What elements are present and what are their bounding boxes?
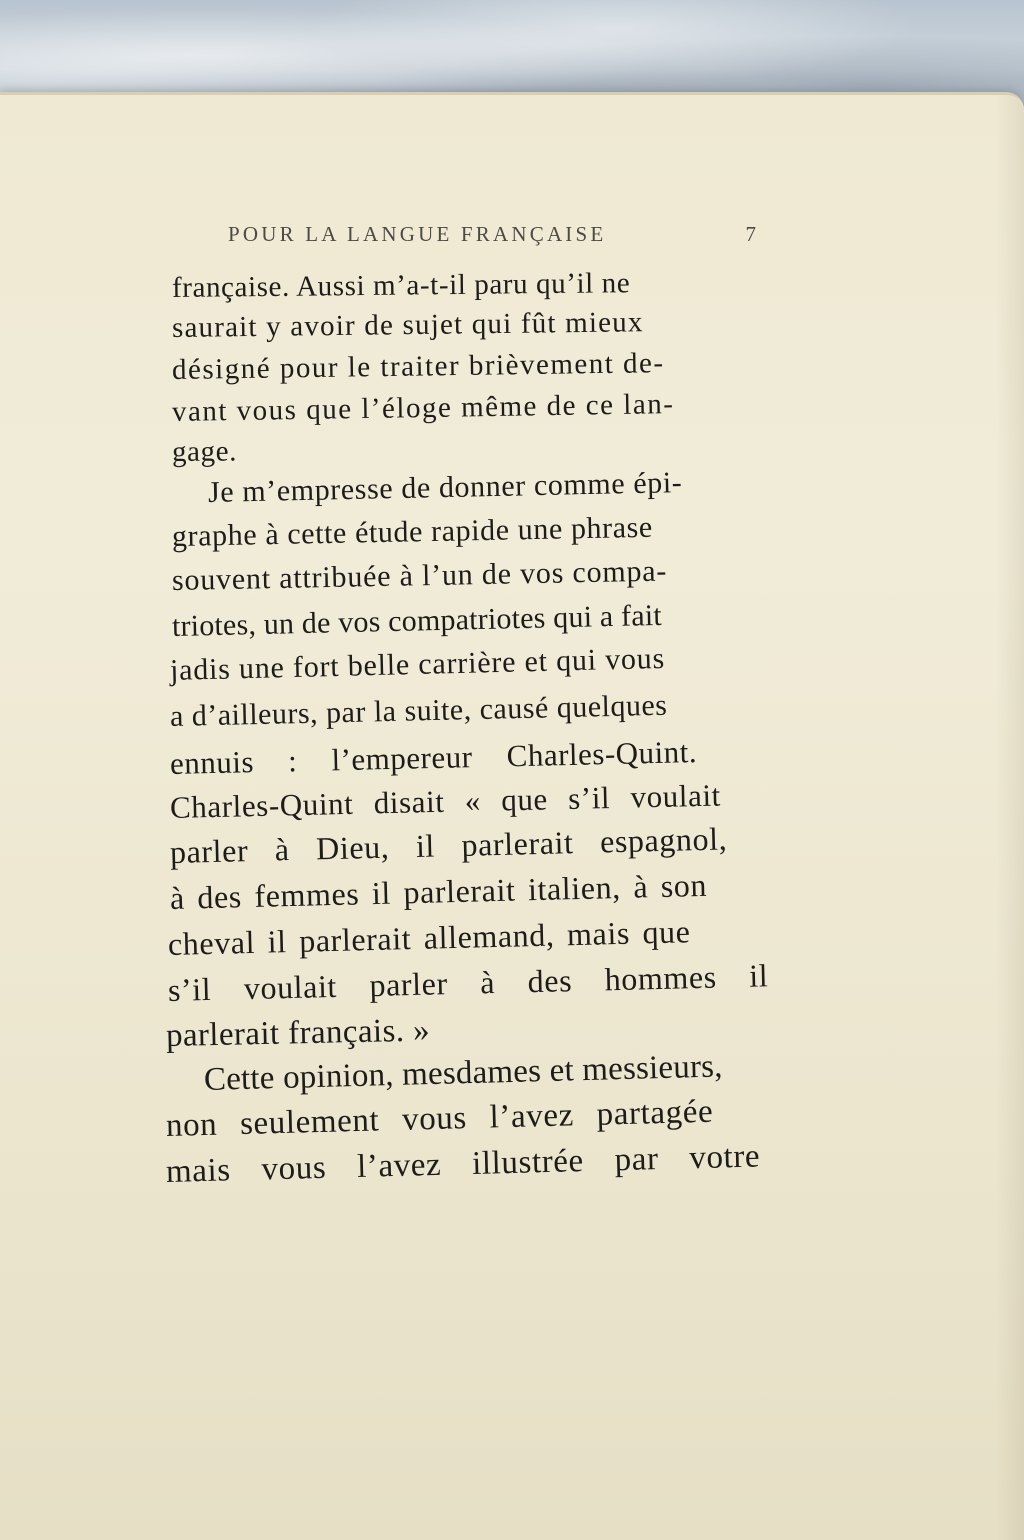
text-line: cheval il parlerait allemand, mais que — [167, 913, 691, 962]
text-line: vant vous que l’éloge même de ce lan- — [171, 388, 675, 428]
text-line: ennuis : l’empereur Charles-Quint. — [169, 734, 698, 781]
text-line: Charles-Quint disait « que s’il voulait — [169, 777, 722, 825]
text-line: s’il voulait parler à des hommes il — [167, 957, 769, 1008]
text-line: Cette opinion, mesdames et messieurs, — [203, 1048, 724, 1098]
running-header — [228, 222, 756, 252]
text-line: a d’ailleurs, par la suite, causé quelques — [169, 688, 668, 733]
text-line: jadis une fort belle carrière et qui vous — [169, 641, 666, 687]
text-line: désigné pour le traiter brièvement de- — [171, 347, 665, 386]
text-line: parler à Dieu, il parlerait espagnol, — [169, 820, 728, 870]
text-line: graphe à cette étude rapide une phrase — [171, 510, 654, 553]
text-line: mais vous l’avez illustrée par votre — [165, 1138, 761, 1190]
text-line: triotes, un de vos compatriotes qui a fait — [171, 598, 663, 643]
page-number: 7 — [745, 222, 756, 246]
text-line: saurait y avoir de sujet qui fût mieux — [171, 306, 644, 344]
text-line: gage. — [171, 435, 238, 468]
text-line: à des femmes il parlerait italien, à son — [169, 866, 708, 916]
text-line: parlerait français. » — [165, 1012, 431, 1054]
text-line: souvent attribuée à l’un de vos compa- — [171, 554, 668, 597]
text-line: Je m’empresse de donner comme épi- — [207, 466, 683, 509]
running-title: POUR LA LANGUE FRANÇAISE — [228, 222, 607, 246]
text-line: non seulement vous l’avez partagée — [165, 1093, 714, 1144]
text-line: française. Aussi m’a-t-il paru qu’il ne — [171, 267, 631, 304]
